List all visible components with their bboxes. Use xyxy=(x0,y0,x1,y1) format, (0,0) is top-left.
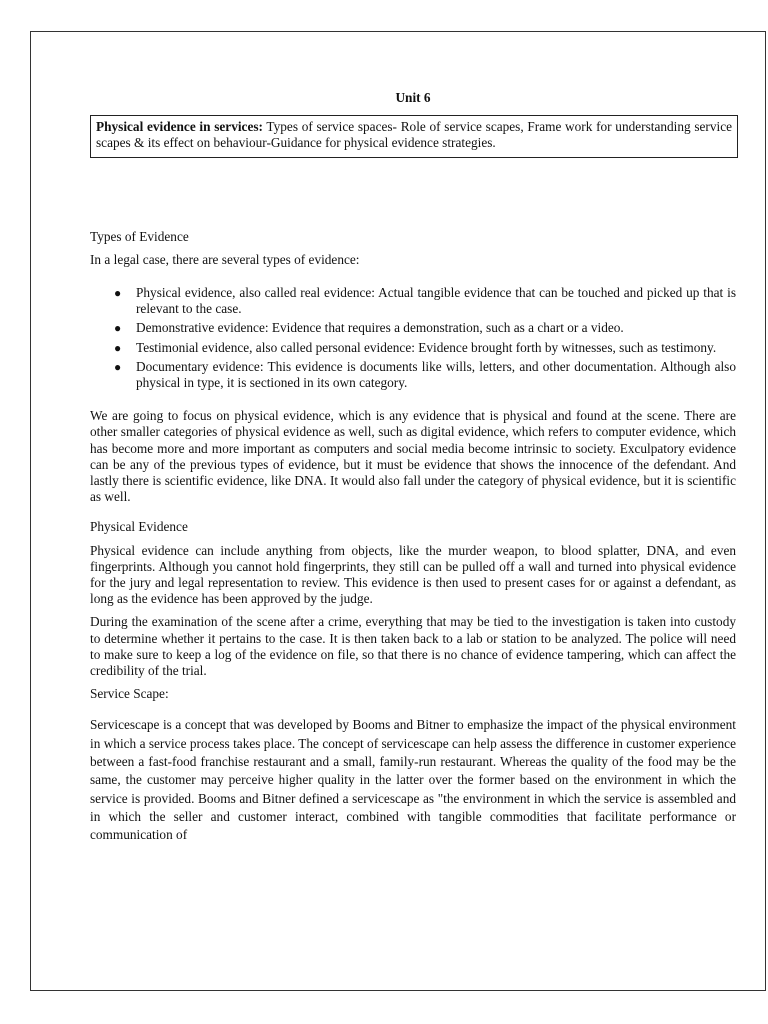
syllabus-box xyxy=(90,115,738,157)
bullet-icon: ● xyxy=(114,359,122,374)
bullet-icon: ● xyxy=(114,286,122,301)
list-item-text: Testimonial evidence, also called personal evidence: Evidence brought forth by witnesses, such as testimony. xyxy=(136,339,717,355)
service-scape-paragraph: Servicescape is a concept that was developed by Booms and Bitner to emphasize the impact of the physical environment in which a service process takes place. The concept of servicescape can help assess the difference in customer experience between a fast-food franchise restaurant and a small, family-run restaurant. Whereas the quality of the food may be the same, the customer may perceive higher quality in the latter over the former based on the environment in which the service is provided. Booms and Bitner defined a servicescape as "the environment in which the service is assembled and in which the seller and customer interact, combined with tangible commodities that facilitate performance or communication of xyxy=(90,717,736,843)
list-item xyxy=(114,285,736,317)
evidence-type-list xyxy=(90,285,736,391)
document-body xyxy=(90,90,736,845)
physical-evidence-paragraph-2: During the examination of the scene after a crime, everything that may be tied to the investigation is taken into custody to determine whether it pertains to the case. It is then taken back to a lab or station to be analyzed. The police will need to make sure to keep a log of the evidence on file, so that there is no chance of evidence tampering, which can affect the credibility of the trial. xyxy=(90,614,736,679)
list-item-text: Physical evidence, also called real evidence: Actual tangible evidence that can be touched and picked up that is relevant to the case. xyxy=(136,285,736,317)
focus-paragraph: We are going to focus on physical evidence, which is any evidence that is physical and found at the scene. There are other smaller categories of physical evidence as well, such as digital evidence, which refers to computer evidence, which has become more and more important as computers and social media become intrinsic to society. Exculpatory evidence can be any of the previous types of evidence, but it must be evidence that shows the innocence of the defendant. And lastly there is scientific evidence, like DNA. It would also fall under the category of physical evidence, but it is scientific as well. xyxy=(90,408,736,505)
bullet-icon: ● xyxy=(114,321,122,336)
heading-physical-evidence: Physical Evidence xyxy=(90,519,188,535)
list-item-text: Documentary evidence: This evidence is documents like wills, letters, and other documentation. Although also physical in type, it is sectioned in its own category. xyxy=(136,358,736,391)
list-item xyxy=(114,358,736,391)
list-item xyxy=(114,320,736,336)
syllabus-text: Types of service spaces- Role of service scapes, Frame work for understanding service scapes & its effect on behaviour-Guidance for physical evidence strategies. xyxy=(96,119,732,151)
unit-title: Unit 6 xyxy=(395,90,431,105)
heading-service-scape: Service Scape: xyxy=(90,686,169,702)
syllabus-lead: Physical evidence in services: xyxy=(96,119,263,135)
list-item-text: Demonstrative evidence: Evidence that requires a demonstration, such as a chart or a video. xyxy=(136,320,624,336)
heading-types-of-evidence: Types of Evidence xyxy=(90,228,189,244)
list-item xyxy=(114,339,736,356)
bullet-icon: ● xyxy=(114,340,122,355)
physical-evidence-paragraph-1: Physical evidence can include anything from objects, like the murder weapon, to blood splatter, DNA, and even fingerprints. Although you cannot hold fingerprints, they still can be pulled off a wall and turned into physical evidence for the jury and legal representation to review. This evidence is then used to present cases for or against a defendant, as long as the evidence has been approved by the judge. xyxy=(90,542,736,607)
types-intro: In a legal case, there are several types of evidence: xyxy=(90,251,360,267)
